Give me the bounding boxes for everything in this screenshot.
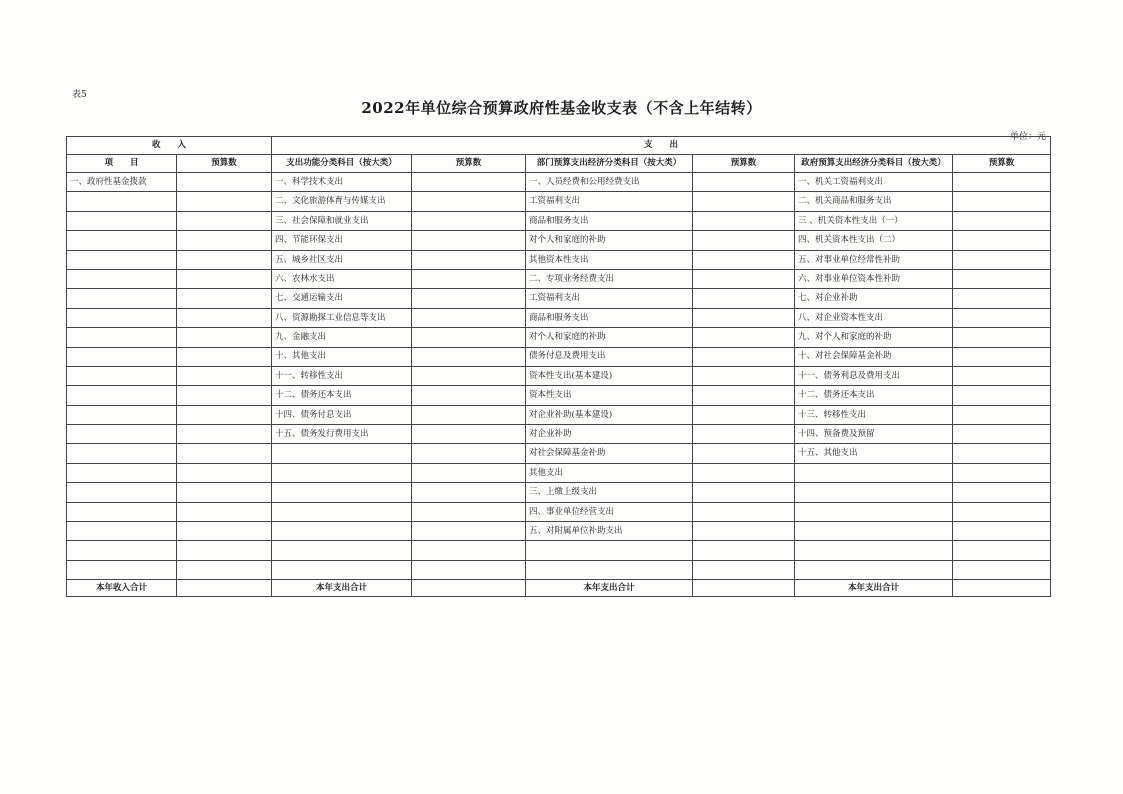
- total-row: [67, 580, 1051, 597]
- func-item-cell: [272, 522, 412, 541]
- gov-budget-cell: [953, 192, 1051, 211]
- gov-item-cell: 六、对事业单位资本性补助: [795, 269, 953, 288]
- gov-item-cell: 九、对个人和家庭的补助: [795, 328, 953, 347]
- func-budget-cell: [412, 502, 526, 521]
- func-item-cell: 三、社会保障和就业支出: [272, 211, 412, 230]
- col-item: 项 目: [67, 155, 177, 173]
- income-item-cell: [67, 211, 177, 230]
- dept-item-cell: 商品和服务支出: [526, 211, 693, 230]
- col-func: 支出功能分类科目（按大类）: [272, 155, 412, 173]
- gov-item-cell: [795, 483, 953, 502]
- gov-budget-cell: [953, 405, 1051, 424]
- gov-budget-cell: [953, 483, 1051, 502]
- table-row: [67, 483, 1051, 502]
- gov-item-cell: 十四、预备费及预留: [795, 425, 953, 444]
- income-budget-cell: [177, 463, 272, 482]
- total-income-value: [177, 580, 272, 597]
- dept-budget-cell: [693, 192, 795, 211]
- dept-budget-cell: [693, 289, 795, 308]
- func-item-cell: 十、其他支出: [272, 347, 412, 366]
- dept-budget-cell: [693, 211, 795, 230]
- gov-item-cell: 四、机关资本性支出（二）: [795, 231, 953, 250]
- gov-item-cell: 八、对企业资本性支出: [795, 308, 953, 327]
- table-row: [67, 366, 1051, 385]
- total-gov-value: [953, 580, 1051, 597]
- func-budget-cell: [412, 269, 526, 288]
- income-item-cell: [67, 328, 177, 347]
- income-item-cell: [67, 289, 177, 308]
- gov-budget-cell: [953, 231, 1051, 250]
- gov-budget-cell: [953, 173, 1051, 192]
- dept-budget-cell: [693, 405, 795, 424]
- income-item-cell: [67, 386, 177, 405]
- income-budget-cell: [177, 425, 272, 444]
- table-row: [67, 328, 1051, 347]
- total-gov-label: 本年支出合计: [795, 580, 953, 597]
- income-item-cell: [67, 250, 177, 269]
- func-budget-cell: [412, 173, 526, 192]
- func-item-cell: 一、科学技术支出: [272, 173, 412, 192]
- table-row: [67, 250, 1051, 269]
- dept-budget-cell: [693, 425, 795, 444]
- income-item-cell: [67, 405, 177, 424]
- dept-item-cell: 其他支出: [526, 463, 693, 482]
- dept-budget-cell: [693, 502, 795, 521]
- col-budget-3: 预算数: [693, 155, 795, 173]
- total-func-value: [412, 580, 526, 597]
- dept-item-cell: 资本性支出: [526, 386, 693, 405]
- dept-item-cell: 三、上缴上级支出: [526, 483, 693, 502]
- income-budget-cell: [177, 211, 272, 230]
- dept-item-cell: 五、对附属单位补助支出: [526, 522, 693, 541]
- income-budget-cell: [177, 308, 272, 327]
- func-item-cell: [272, 502, 412, 521]
- table-row: [67, 425, 1051, 444]
- income-budget-cell: [177, 250, 272, 269]
- income-budget-cell: [177, 328, 272, 347]
- income-budget-cell: [177, 405, 272, 424]
- table-row: [67, 289, 1051, 308]
- table-row: [67, 386, 1051, 405]
- col-budget-4: 预算数: [953, 155, 1051, 173]
- func-item-cell: 十五、债务发行费用支出: [272, 425, 412, 444]
- dept-budget-cell: [693, 173, 795, 192]
- income-budget-cell: [177, 269, 272, 288]
- table-row: [67, 192, 1051, 211]
- table-row: [67, 231, 1051, 250]
- dept-budget-cell: [693, 366, 795, 385]
- func-budget-cell: [412, 231, 526, 250]
- income-item-cell: [67, 444, 177, 463]
- func-item-cell: [272, 483, 412, 502]
- gov-budget-cell: [953, 328, 1051, 347]
- func-budget-cell: [412, 328, 526, 347]
- gov-budget-cell: [953, 347, 1051, 366]
- func-item-cell: 九、金融支出: [272, 328, 412, 347]
- income-item-cell: [67, 366, 177, 385]
- func-budget-cell: [412, 308, 526, 327]
- dept-item-cell: 工资福利支出: [526, 289, 693, 308]
- gov-item-cell: [795, 560, 953, 579]
- func-budget-cell: [412, 522, 526, 541]
- gov-item-cell: 十五、其他支出: [795, 444, 953, 463]
- income-item-cell: [67, 560, 177, 579]
- func-budget-cell: [412, 347, 526, 366]
- func-item-cell: 四、节能环保支出: [272, 231, 412, 250]
- income-budget-cell: [177, 560, 272, 579]
- budget-table: [66, 136, 1051, 597]
- col-budget-2: 预算数: [412, 155, 526, 173]
- col-dept: 部门预算支出经济分类科目（按大类）: [526, 155, 693, 173]
- dept-item-cell: 对企业补助: [526, 425, 693, 444]
- func-item-cell: 十二、债务还本支出: [272, 386, 412, 405]
- func-item-cell: [272, 560, 412, 579]
- func-item-cell: 十一、转移性支出: [272, 366, 412, 385]
- func-item-cell: [272, 463, 412, 482]
- dept-budget-cell: [693, 328, 795, 347]
- gov-budget-cell: [953, 560, 1051, 579]
- income-budget-cell: [177, 366, 272, 385]
- col-gov: 政府预算支出经济分类科目（按大类）: [795, 155, 953, 173]
- dept-budget-cell: [693, 269, 795, 288]
- income-item-cell: [67, 522, 177, 541]
- gov-budget-cell: [953, 269, 1051, 288]
- gov-item-cell: 五、对事业单位经常性补助: [795, 250, 953, 269]
- table-row: [67, 347, 1051, 366]
- dept-item-cell: 一、人员经费和公用经费支出: [526, 173, 693, 192]
- func-item-cell: [272, 541, 412, 560]
- func-item-cell: 八、资源勘探工业信息等支出: [272, 308, 412, 327]
- dept-item-cell: 商品和服务支出: [526, 308, 693, 327]
- income-item-cell: [67, 541, 177, 560]
- income-item-cell: [67, 231, 177, 250]
- func-budget-cell: [412, 560, 526, 579]
- income-budget-cell: [177, 231, 272, 250]
- dept-budget-cell: [693, 444, 795, 463]
- dept-item-cell: 对企业补助(基本建设): [526, 405, 693, 424]
- table-row: [67, 502, 1051, 521]
- dept-item-cell: 四、事业单位经营支出: [526, 502, 693, 521]
- income-budget-cell: [177, 483, 272, 502]
- table-number: 表5: [72, 90, 87, 100]
- table-row: [67, 463, 1051, 482]
- total-dept-label: 本年支出合计: [526, 580, 693, 597]
- dept-budget-cell: [693, 386, 795, 405]
- dept-budget-cell: [693, 463, 795, 482]
- dept-budget-cell: [693, 347, 795, 366]
- func-item-cell: [272, 444, 412, 463]
- func-budget-cell: [412, 289, 526, 308]
- table-row: [67, 173, 1051, 192]
- func-budget-cell: [412, 366, 526, 385]
- income-item-cell: [67, 502, 177, 521]
- col-budget-1: 预算数: [177, 155, 272, 173]
- func-budget-cell: [412, 386, 526, 405]
- gov-item-cell: 十二、债务还本支出: [795, 386, 953, 405]
- gov-item-cell: 一、机关工资福利支出: [795, 173, 953, 192]
- dept-item-cell: 二、专项业务经费支出: [526, 269, 693, 288]
- table-row: [67, 541, 1051, 560]
- func-budget-cell: [412, 211, 526, 230]
- gov-item-cell: [795, 502, 953, 521]
- dept-item-cell: 其他资本性支出: [526, 250, 693, 269]
- total-func-label: 本年支出合计: [272, 580, 412, 597]
- table-row: [67, 522, 1051, 541]
- gov-budget-cell: [953, 541, 1051, 560]
- dept-item-cell: 资本性支出(基本建设): [526, 366, 693, 385]
- dept-budget-cell: [693, 522, 795, 541]
- table-row: [67, 560, 1051, 579]
- total-income-label: 本年收入合计: [67, 580, 177, 597]
- dept-budget-cell: [693, 231, 795, 250]
- gov-item-cell: [795, 541, 953, 560]
- dept-item-cell: 对社会保障基金补助: [526, 444, 693, 463]
- gov-budget-cell: [953, 308, 1051, 327]
- dept-item-cell: 工资福利支出: [526, 192, 693, 211]
- income-header: 收 入: [67, 137, 272, 155]
- table-row: [67, 269, 1051, 288]
- dept-item-cell: [526, 541, 693, 560]
- func-item-cell: 二、文化旅游体育与传媒支出: [272, 192, 412, 211]
- table-row: [67, 444, 1051, 463]
- gov-item-cell: [795, 463, 953, 482]
- func-item-cell: 七、交通运输支出: [272, 289, 412, 308]
- income-budget-cell: [177, 541, 272, 560]
- header-row-2: [67, 155, 1051, 173]
- income-item-cell: 一、政府性基金拨款: [67, 173, 177, 192]
- total-dept-value: [693, 580, 795, 597]
- income-item-cell: [67, 308, 177, 327]
- income-item-cell: [67, 463, 177, 482]
- unit-label: 单位：元: [1010, 132, 1047, 142]
- income-budget-cell: [177, 386, 272, 405]
- income-item-cell: [67, 269, 177, 288]
- dept-item-cell: 对个人和家庭的补助: [526, 328, 693, 347]
- income-item-cell: [67, 425, 177, 444]
- func-budget-cell: [412, 192, 526, 211]
- dept-budget-cell: [693, 483, 795, 502]
- gov-budget-cell: [953, 289, 1051, 308]
- gov-budget-cell: [953, 463, 1051, 482]
- gov-item-cell: 十、对社会保障基金补助: [795, 347, 953, 366]
- func-budget-cell: [412, 463, 526, 482]
- func-budget-cell: [412, 425, 526, 444]
- gov-item-cell: 十一、债务利息及费用支出: [795, 366, 953, 385]
- gov-budget-cell: [953, 366, 1051, 385]
- income-item-cell: [67, 483, 177, 502]
- header-row-1: [67, 137, 1051, 155]
- gov-budget-cell: [953, 502, 1051, 521]
- gov-budget-cell: [953, 522, 1051, 541]
- gov-budget-cell: [953, 425, 1051, 444]
- dept-item-cell: [526, 560, 693, 579]
- income-budget-cell: [177, 502, 272, 521]
- income-budget-cell: [177, 289, 272, 308]
- table-row: [67, 308, 1051, 327]
- income-budget-cell: [177, 347, 272, 366]
- income-budget-cell: [177, 173, 272, 192]
- gov-item-cell: 七、对企业补助: [795, 289, 953, 308]
- func-budget-cell: [412, 483, 526, 502]
- dept-budget-cell: [693, 560, 795, 579]
- dept-budget-cell: [693, 541, 795, 560]
- gov-item-cell: 二、机关商品和服务支出: [795, 192, 953, 211]
- gov-item-cell: 三 、机关资本性支出（一）: [795, 211, 953, 230]
- income-item-cell: [67, 347, 177, 366]
- dept-budget-cell: [693, 308, 795, 327]
- func-item-cell: 五、城乡社区支出: [272, 250, 412, 269]
- gov-item-cell: [795, 522, 953, 541]
- table-row: [67, 405, 1051, 424]
- gov-budget-cell: [953, 250, 1051, 269]
- income-budget-cell: [177, 444, 272, 463]
- func-item-cell: 十四、债务付息支出: [272, 405, 412, 424]
- income-budget-cell: [177, 522, 272, 541]
- gov-budget-cell: [953, 386, 1051, 405]
- table-row: [67, 211, 1051, 230]
- income-item-cell: [67, 192, 177, 211]
- gov-item-cell: 十三、转移性支出: [795, 405, 953, 424]
- page-title: 2022年单位综合预算政府性基金收支表（不含上年结转）: [361, 99, 762, 117]
- func-budget-cell: [412, 405, 526, 424]
- income-budget-cell: [177, 192, 272, 211]
- gov-budget-cell: [953, 211, 1051, 230]
- dept-item-cell: 对个人和家庭的补助: [526, 231, 693, 250]
- dept-budget-cell: [693, 250, 795, 269]
- expense-header: 支 出: [272, 137, 1051, 155]
- func-budget-cell: [412, 541, 526, 560]
- func-budget-cell: [412, 250, 526, 269]
- gov-budget-cell: [953, 444, 1051, 463]
- func-item-cell: 六、农林水支出: [272, 269, 412, 288]
- func-budget-cell: [412, 444, 526, 463]
- dept-item-cell: 债务付息及费用支出: [526, 347, 693, 366]
